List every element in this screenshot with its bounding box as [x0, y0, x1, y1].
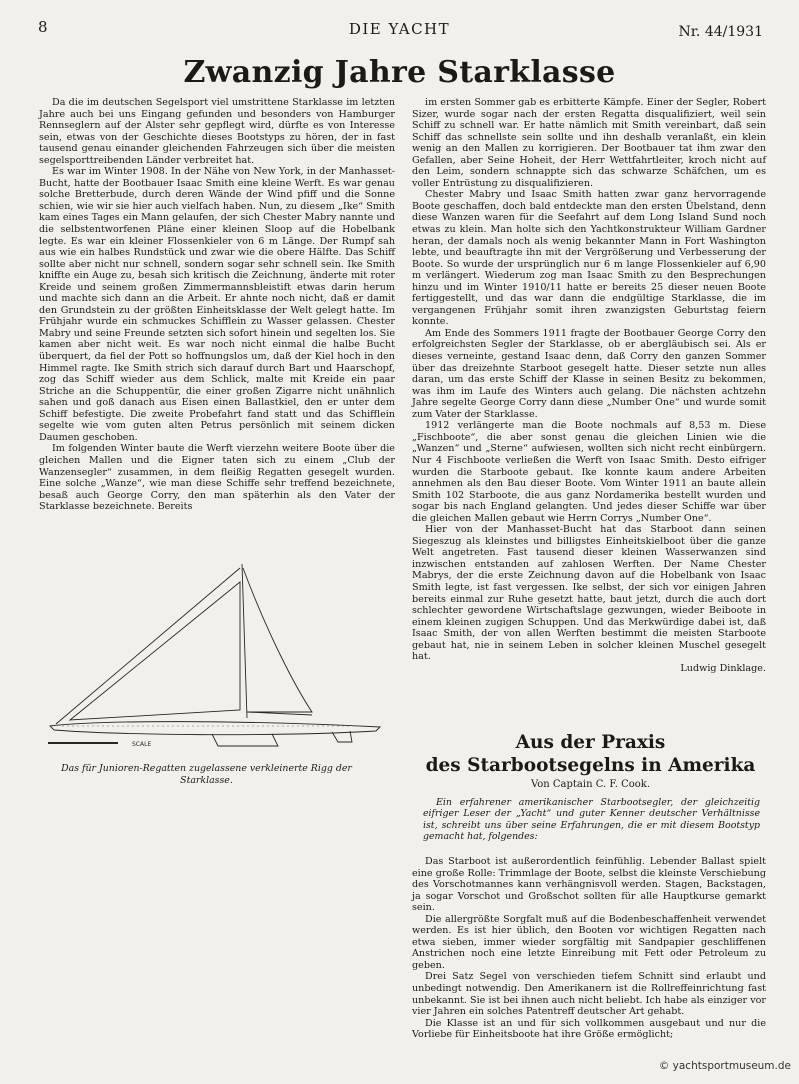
figure-caption: Das für Junioren-Regatten zugelassene verkleinerte Rigg der Starklasse. [61, 763, 352, 786]
jib-outline [70, 582, 240, 720]
watermark: © yachtsportmuseum.de [658, 1060, 791, 1072]
paragraph: Chester Mabry und Isaac Smith hatten zwar ganz hervorragende Boote geschaffen, doch bald entdeckte man den ersten Übelstand, denn diese Wanzen waren für die Seefahrt auf dem Long Island Sund noch etwas zu klein. Man holte sich den Yachtkonstrukteur William Gardner heran, der damals noch als wenig bekannter Mann in Fort Washington lebte, und beauftragte ihn mit der Vergrößerung und Verbesserung der Boote. So wurde der ursprünglich nur 6 m lange Flossenkieler auf 6,90 m verlängert. Wiederum zog man Isaac Smith zu den Besprechungen hinzu und im Winter 1910/11 hatte er bereits 25 dieser neuen Boote fertiggestellt, und das war dann die endgültige Starklasse, die im vergangenen Frühjahr somit ihren zwanzigsten Geburtstag feiern konnte. [412, 189, 766, 328]
sail-plan-drawing [40, 560, 385, 750]
article2-title-line1: Aus der Praxis [515, 732, 666, 753]
paragraph: Im folgenden Winter baute die Werft vierzehn weitere Boote über die gleichen Mallen und die Eigner taten sich zu einem „Club der Wanzensegler“ zusammen, in dem fleißig Regatten gesegelt wurden. Eine solche „Wanze“, wie man diese Schiffe sehr treffend bezeichnete, besaß auch George Corry, den man späterhin als den Vater der Starklasse bezeichnete. Bereits [39, 443, 395, 513]
article-right-column [412, 97, 766, 674]
issue-number: Nr. 44/1931 [678, 24, 763, 40]
paragraph: Drei Satz Segel von verschieden tiefem Schnitt sind erlaubt und unbedingt notwendig. Den Amerikanern ist die Rollreffeinrichtung fast unbekannt. Sie ist bei ihnen auch nicht beliebt. Ich habe als einziger vor vier Jahren ein solches Patentreff deutscher Art gehabt. [412, 971, 766, 1018]
hull-outline [50, 722, 380, 735]
scale-bar [48, 742, 118, 744]
magazine-name: DIE YACHT [348, 20, 451, 38]
mainsail-outline [243, 568, 312, 712]
boom-line [247, 712, 312, 715]
article2-byline: Von Captain C. F. Cook. [530, 779, 651, 790]
scale-label: SCALE [132, 741, 152, 748]
intro-text: Ein erfahrener amerikanischer Starbootsegler, der gleichzeitig eifriger Leser der „Yacht“ und guter Kenner deutscher Verhältnisse ist, schreibt uns über seine Erfahrungen, die er mit diesem Bootstyp gemacht hat, folgendes: [423, 797, 760, 842]
article-title: Zwanzig Jahre Starklasse [183, 55, 616, 90]
paragraph: Am Ende des Sommers 1911 fragte der Bootbauer George Corry den erfolgreichsten Segler der Starklasse, ob er abergläubisch sei. Als er dieses verneinte, gestand Isaac denn, daß Corry den ganzen Sommer über das dreizehnte Starboot gesegelt hatte. Dieser setzte nun alles daran, um das erste Schiff der Klasse in seinen Besitz zu bekommen, was ihm im Laufe des Winters auch gelang. Die nächsten achtzehn Jahre segelte George Corry dann diese „Number One“ und wurde somit zum Vater der Starklasse. [412, 327, 766, 420]
page-number: 8 [38, 18, 48, 36]
article-left-column [39, 97, 395, 513]
keel-outline [212, 734, 278, 746]
mast-line [242, 564, 247, 718]
article2-title-line2: des Starbootsegelns in Amerika [425, 755, 756, 776]
paragraph: 1912 verlängerte man die Boote nochmals auf 8,53 m. Diese „Fischboote“, die aber sonst genau die gleichen Linien wie die „Wanzen“ und „Sterne“ aufwiesen, wollten sich nicht recht einbürgern. Nur 4 Fischboote verließen die Werft von Isaac Smith. Desto eifriger wurden die Starboote gebaut. Ike konnte kaum andere Arbeiten annehmen als den Bau dieser Boote. Vom Winter 1911 an baute allein Smith 102 Starboote, die aus ganz Nordamerika bestellt wurden und sogar bis nach England gelangten. Und jedes dieser Schiffe war über die gleichen Mallen gebaut wie Herrn Corrys „Number One“. [412, 420, 766, 524]
article2-body [412, 856, 766, 1041]
paragraph: Das Starboot ist außerordentlich feinfühlig. Lebender Ballast spielt eine große Rolle: Trimmlage der Boote, selbst die kleinste Verschiebung des Vorschotmannes kann verhängnisvoll werden. Stagen, Backstagen, ja sogar Vorschot und Großschot sollten für alle Hauptkurse gemarkt sein. [412, 856, 766, 914]
paragraph: Die allergrößte Sorgfalt muß auf die Bodenbeschaffenheit verwendet werden. Es ist hier üblich, den Booten vor wichtigen Regatten nach etwa sieben, immer wieder sorgfältig mit Sandpapier geschliffenen Anstrichen noch eine letzte Einreibung mit Fett oder Petroleum zu geben. [412, 913, 766, 971]
paragraph: im ersten Sommer gab es erbitterte Kämpfe. Einer der Segler, Robert Sizer, wurde sogar nach der ersten Regatta disqualifiziert, weil sein Schiff zu schnell war. Er hatte nämlich mit Smith vereinbart, daß sein Schiff das schnellste sein sollte und ihn deshalb veranlaßt, ein klein wenig an den Mallen zu korrigieren. Der Bootbauer tat ihm zwar den Gefallen, aber Seine Hoheit, der Herr Wettfahrtleiter, kroch nicht auf den Leim, sondern schnappte sich das schwarze Schäfchen, um es voller Entrüstung zu disqualifizieren. [412, 97, 766, 189]
headstay-line [56, 568, 240, 724]
paragraph: Hier von der Manhasset-Bucht hat das Starboot dann seinen Siegeszug als kleinstes und billigstes Einheitskielboot über die ganze Welt angetreten. Fast tausend dieser kleinen Wasserwanzen sind inzwischen entstanden auf zahlosen Werften. Der Name Chester Mabrys, der die erste Zeichnung davon auf die Hobelbank von Isaac Smith legte, ist fast vergessen. Ike selbst, der sich vor einigen Jahren bereits einmal zur Ruhe gesetzt hatte, baut jetzt, durch die auch dort schlechter gewordene Wirtschaftslage gezwungen, wieder Beiboote in einem kleinen zugigen Schuppen. Und das Merkwürdige dabei ist, daß Isaac Smith, der von allen Werften bestimmt die meisten Starboote gebaut hat, nie in seinem Leben in solcher kleinen Muschel gesegelt hat. [412, 524, 766, 663]
paragraph: Da die im deutschen Segelsport viel umstrittene Starklasse im letzten Jahre auch bei uns Eingang gefunden und besonders von Hamburger Rennseglern auf der Alster sehr gepflegt wird, dürfte es von Interesse sein, etwas von der Geschichte dieses Bootstyps zu hören, der in fast tausend genau einander gleichenden Fahrzeugen sich über die meisten segelsporttreibenden Länder verbreitet hat. [39, 97, 395, 166]
article2-intro [423, 797, 760, 842]
paragraph: Es war im Winter 1908. In der Nähe von New York, in der Manhasset-Bucht, hatte der Bootbauer Isaac Smith eine kleine Werft. Es war genau solche Bretterbude, durch deren Wände der Wind pfiff und die Sonne schien, wie wir sie hier auch vielfach haben. Nun, zu diesem „Ike“ Smith kam eines Tages ein Mann gelaufen, der sich Chester Mabry nannte und die selbstentworfenen Pläne einer kleinen Sloop auf die Hobelbank legte. Es war ein kleiner Flossenkieler von 6 m Länge. Der Rumpf sah aus wie ein halbes Rundstück und zwar wie die obere Hälfte. Das Schiff sollte aber nicht nur schnell, sondern sogar sehr schnell sein. Ike Smith kniffte ein Auge zu, besah sich kritisch die Zeichnung, änderte mit roter Kreide und seinem großen Zimmermannsbleistift etwas darin herum und machte sich dann an die Arbeit. Er ahnte noch nicht, daß er damit den Grundstein zu der größten Einheitsklasse der Welt gelegt hatte. Im Frühjahr wurde ein schmuckes Schifflein zu Wasser gelassen. Chester Mabry und seine Freunde setzten sich sofort hinein und segelten los. Sie kamen aber nicht weit. Es war noch nicht einmal die halbe Bucht überquert, da fiel der Pott so hoffnungslos um, daß der Kiel hoch in den Himmel ragte. Ike Smith strich sich darauf durch Bart und Haarschopf, zog das Schiff wieder aus dem Schlick, malte mit Kreide ein paar Striche an die Schuppentür, die einer großen Zigarre nicht unähnlich sahen und goß danach aus Eisen einen Ballastkiel, den er unter dem Schiff befestigte. Die zweite Probefahrt fand statt und das Schifflein segelte wie vom guten alten Petrus persönlich mit seinem dicken Daumen geschoben. [39, 166, 395, 443]
paragraph: Die Klasse ist an und für sich vollkommen ausgebaut und nur die Vorliebe für Einheitsboote hat ihre Größe ermöglicht; [412, 1017, 766, 1041]
article-signature: Ludwig Dinklage. [680, 662, 766, 674]
